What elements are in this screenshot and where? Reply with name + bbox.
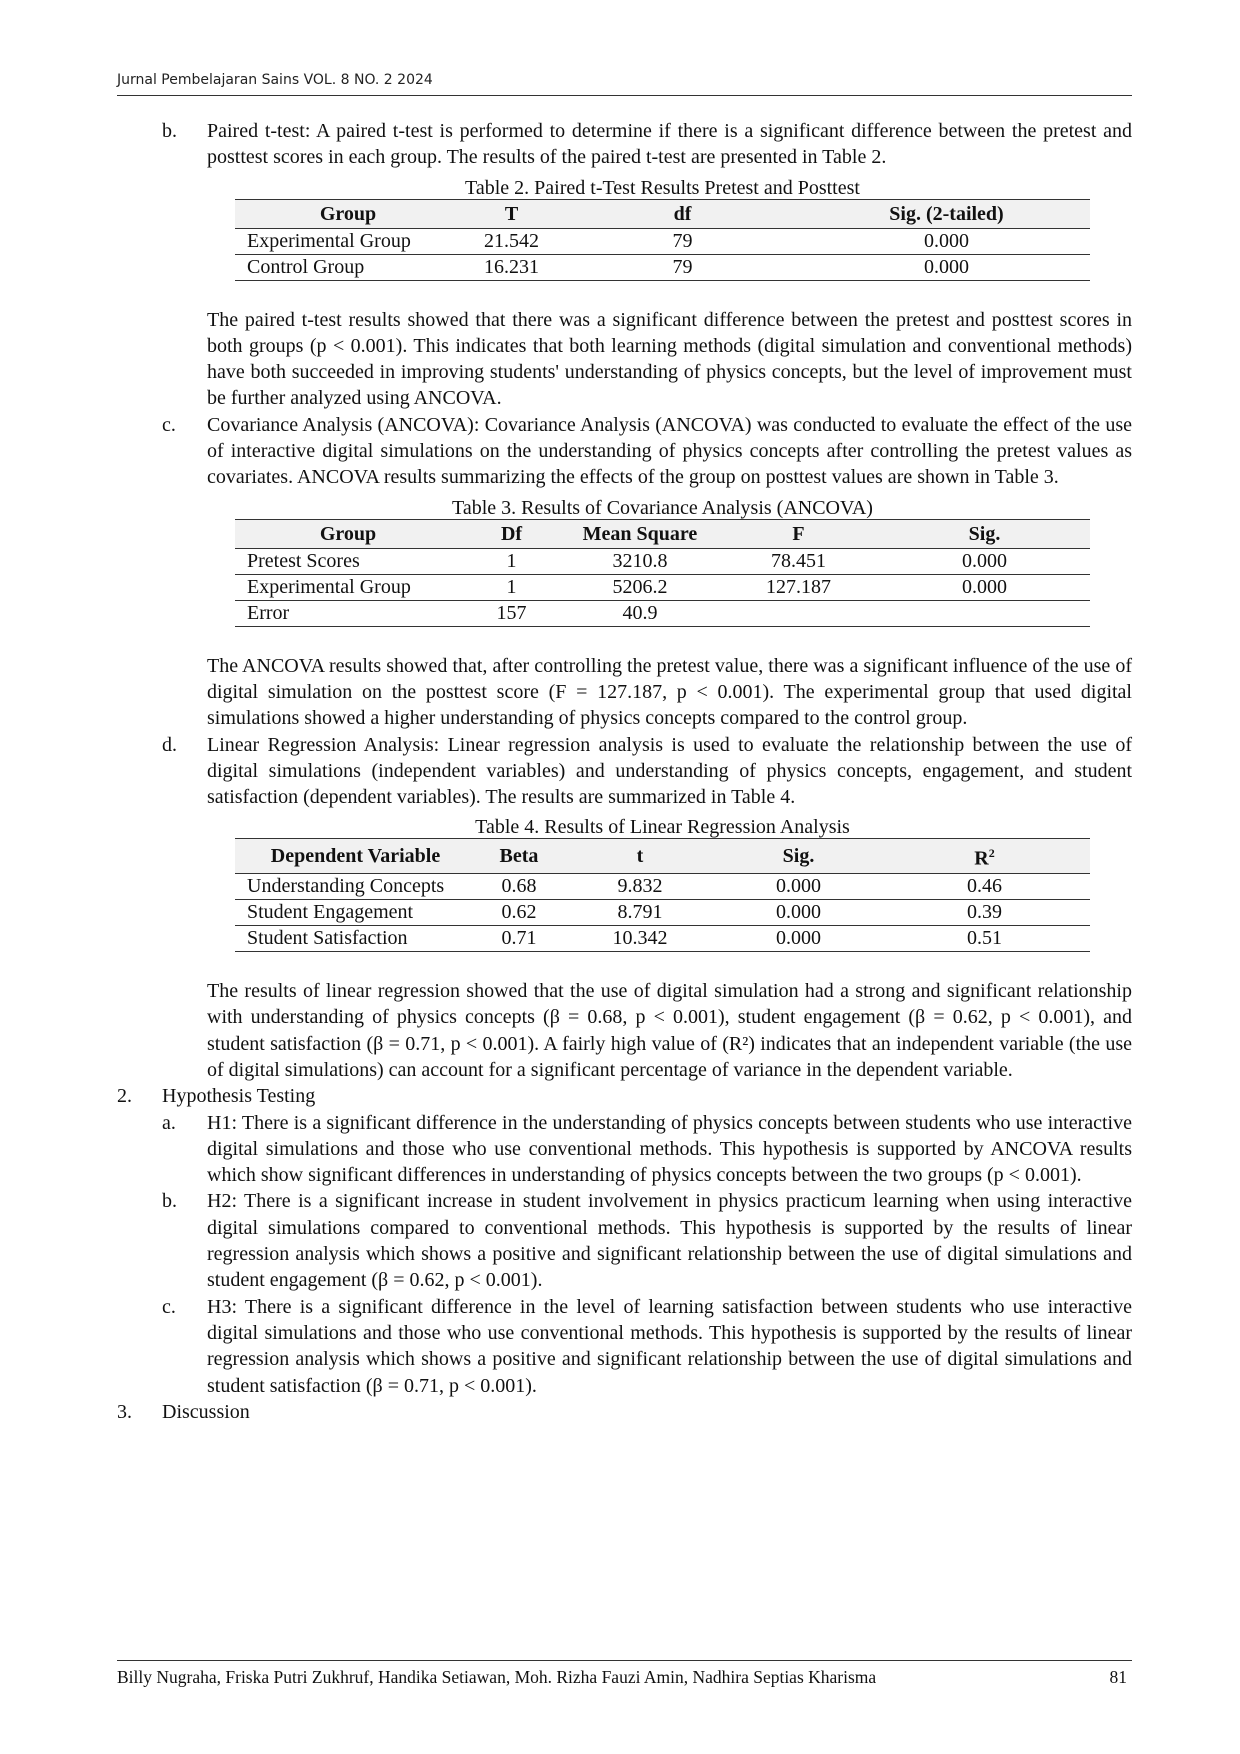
- table-cell: 0.62: [476, 900, 562, 926]
- table-header-row: [235, 519, 1090, 548]
- table-cell: 10.342: [562, 926, 718, 952]
- table-cell: Experimental Group: [235, 574, 461, 600]
- column-header: Group: [235, 519, 461, 548]
- table-cell: 8.791: [562, 900, 718, 926]
- footer-divider: [117, 1660, 1132, 1661]
- column-header: Sig.: [879, 519, 1090, 548]
- column-header: t: [562, 839, 718, 874]
- list-item-text: H2: There is a significant increase in student involvement in physics practicum learning when using interactive digital simulations compared to conventional methods. This hypothesis is supported by the results of linear regression analysis which shows a positive and significant relationship between the use of digital simulations and student engagement (β = 0.62, p < 0.001).: [207, 1190, 1132, 1292]
- table-2-caption: Table 2. Paired t-Test Results Pretest and Posttest: [465, 176, 860, 199]
- table-header-row: [235, 839, 1090, 874]
- table-cell: 1: [461, 548, 562, 574]
- table-cell: 0.000: [718, 900, 879, 926]
- table-cell: 0.71: [476, 926, 562, 952]
- table-4: [235, 816, 1090, 952]
- table-3: [235, 497, 1090, 627]
- table-row: [235, 600, 1090, 626]
- table-cell: Experimental Group: [235, 228, 461, 254]
- table-row: [235, 900, 1090, 926]
- section-heading: Discussion: [162, 1400, 250, 1423]
- table-4-grid: [235, 838, 1090, 952]
- list-marker: 2.: [117, 1085, 132, 1108]
- list-item-3-discussion: [117, 1399, 1132, 1425]
- list-item-text: Paired t-test: A paired t-test is performed to determine if there is a significant difference between the pretest and posttest scores in each group. The results of the paired t-test are presented in Table 2.: [207, 120, 1132, 169]
- table-cell: 0.000: [718, 874, 879, 900]
- table-cell: Student Satisfaction: [235, 926, 476, 952]
- list-marker: c.: [162, 1295, 176, 1318]
- table-cell: 157: [461, 600, 562, 626]
- column-header: Dependent Variable: [235, 839, 476, 874]
- table-cell: 78.451: [718, 548, 879, 574]
- table-cell: 5206.2: [562, 574, 718, 600]
- list-item-text: H1: There is a significant difference in the understanding of physics concepts between students who use interactive digital simulations and those who use conventional methods. This hypothesis is supported by ANCOVA results which show significant differences in understanding of physics concepts between the two groups (p < 0.001).: [207, 1111, 1132, 1187]
- table-header-row: [235, 199, 1090, 228]
- r-superscript: 2: [988, 846, 995, 861]
- table-cell: 0.000: [879, 574, 1090, 600]
- table-cell: Student Engagement: [235, 900, 476, 926]
- table-3-caption: Table 3. Results of Covariance Analysis (ANCOVA): [452, 496, 873, 519]
- footer-authors: Billy Nugraha, Friska Putri Zukhruf, Handika Setiawan, Moh. Rizha Fauzi Amin, Nadhira Septias Kharisma: [117, 1667, 877, 1687]
- table-cell: 21.542: [461, 228, 562, 254]
- list-item-text: Linear Regression Analysis: Linear regression analysis is used to evaluate the relationship between the use of digital simulations (independent variables) and understanding of physics concepts, engagement, and student satisfaction (dependent variables). The results are summarized in Table 4.: [207, 733, 1132, 809]
- column-header: Beta: [476, 839, 562, 874]
- column-header: Group: [235, 199, 461, 228]
- table-cell: 0.51: [879, 926, 1090, 952]
- table-row: [235, 254, 1090, 280]
- table-cell: 127.187: [718, 574, 879, 600]
- list-marker: c.: [162, 413, 176, 436]
- table-cell: [879, 600, 1090, 626]
- header-divider: [117, 95, 1132, 96]
- list-item-b-h2: [117, 1188, 1132, 1293]
- table-3-grid: [235, 519, 1090, 627]
- table-cell: Control Group: [235, 254, 461, 280]
- table-2: [235, 177, 1090, 281]
- table-cell: 9.832: [562, 874, 718, 900]
- list-item-2-hypothesis-testing: [117, 1083, 1132, 1109]
- list-marker: 3.: [117, 1400, 132, 1423]
- list-item-c-ancova: [117, 412, 1132, 491]
- table-cell: 40.9: [562, 600, 718, 626]
- column-header: T: [461, 199, 562, 228]
- table-cell: 0.000: [718, 926, 879, 952]
- list-marker: a.: [162, 1111, 176, 1134]
- table-2-grid: [235, 199, 1090, 281]
- table-row: [235, 874, 1090, 900]
- table-cell: Pretest Scores: [235, 548, 461, 574]
- list-marker: b.: [162, 120, 177, 142]
- table-row: [235, 548, 1090, 574]
- list-item-d-regression: [117, 732, 1132, 811]
- table-cell: 0.000: [803, 254, 1090, 280]
- list-item-text: H3: There is a significant difference in the level of learning satisfaction between students who use interactive digital simulations and those who use conventional methods. This hypothesis is supported by the results of linear regression analysis which shows a positive and significant relationship between the use of digital simulations and student satisfaction (β = 0.71, p < 0.001).: [207, 1295, 1132, 1397]
- page-number: 81: [1109, 1667, 1127, 1687]
- column-header: Df: [461, 519, 562, 548]
- table-cell: 0.000: [803, 228, 1090, 254]
- page-body: [117, 118, 1132, 1425]
- section-heading: Hypothesis Testing: [162, 1085, 316, 1108]
- paragraph-ancova-results: The ANCOVA results showed that, after controlling the pretest value, there was a significant influence of the use of digital simulation on the posttest score (F = 127.187, p < 0.001). The experimental group that used digital simulations showed a higher understanding of physics concepts compared to the control group.: [207, 654, 1132, 730]
- list-item-a-h1: [117, 1110, 1132, 1189]
- table-row: [235, 926, 1090, 952]
- column-header: F: [718, 519, 879, 548]
- column-header: Sig.: [718, 839, 879, 874]
- table-cell: 0.000: [879, 548, 1090, 574]
- list-marker: b.: [162, 1190, 177, 1213]
- table-cell: 0.68: [476, 874, 562, 900]
- list-item-c-h3: [117, 1294, 1132, 1399]
- column-header: Mean Square: [562, 519, 718, 548]
- r-symbol: R: [974, 848, 989, 871]
- list-item-b-paired-ttest: [117, 118, 1132, 171]
- list-item-text: Covariance Analysis (ANCOVA): Covariance Analysis (ANCOVA) was conducted to evaluate the effect of the use of interactive digital simulations on the understanding of physics concepts after controlling the pretest values as covariates. ANCOVA results summarizing the effects of the group on posttest values are shown in Table 3.: [207, 413, 1132, 489]
- column-header-r-squared: [879, 839, 1090, 874]
- table-cell: 3210.8: [562, 548, 718, 574]
- table-cell: [718, 600, 879, 626]
- table-cell: 79: [562, 254, 803, 280]
- table-row: [235, 228, 1090, 254]
- page-footer: [117, 1667, 1127, 1688]
- table-cell: 1: [461, 574, 562, 600]
- table-row: [235, 574, 1090, 600]
- table-cell: 0.46: [879, 874, 1090, 900]
- list-marker: d.: [162, 733, 177, 756]
- table-cell: 16.231: [461, 254, 562, 280]
- column-header: Sig. (2-tailed): [803, 199, 1090, 228]
- table-cell: Error: [235, 600, 461, 626]
- table-cell: Understanding Concepts: [235, 874, 476, 900]
- column-header: df: [562, 199, 803, 228]
- table-cell: 79: [562, 228, 803, 254]
- journal-header: Jurnal Pembelajaran Sains VOL. 8 NO. 2 2024: [117, 72, 433, 88]
- paragraph-ttest-results: The paired t-test results showed that there was a significant difference between the pretest and posttest scores in both groups (p < 0.001). This indicates that both learning methods (digital simulation and conventional methods) have both succeeded in improving students' understanding of physics concepts, but the level of improvement must be further analyzed using ANCOVA.: [207, 308, 1132, 410]
- table-cell: 0.39: [879, 900, 1090, 926]
- table-4-caption: Table 4. Results of Linear Regression Analysis: [475, 816, 850, 839]
- paragraph-regression-results: The results of linear regression showed that the use of digital simulation had a strong and significant relationship with understanding of physics concepts (β = 0.68, p < 0.001), student engagement (β = 0.62, p < 0.001), and student satisfaction (β = 0.71, p < 0.001). A fairly high value of (R²) indicates that an independent variable (the use of digital simulations) can account for a significant percentage of variance in the dependent variable.: [207, 980, 1132, 1081]
